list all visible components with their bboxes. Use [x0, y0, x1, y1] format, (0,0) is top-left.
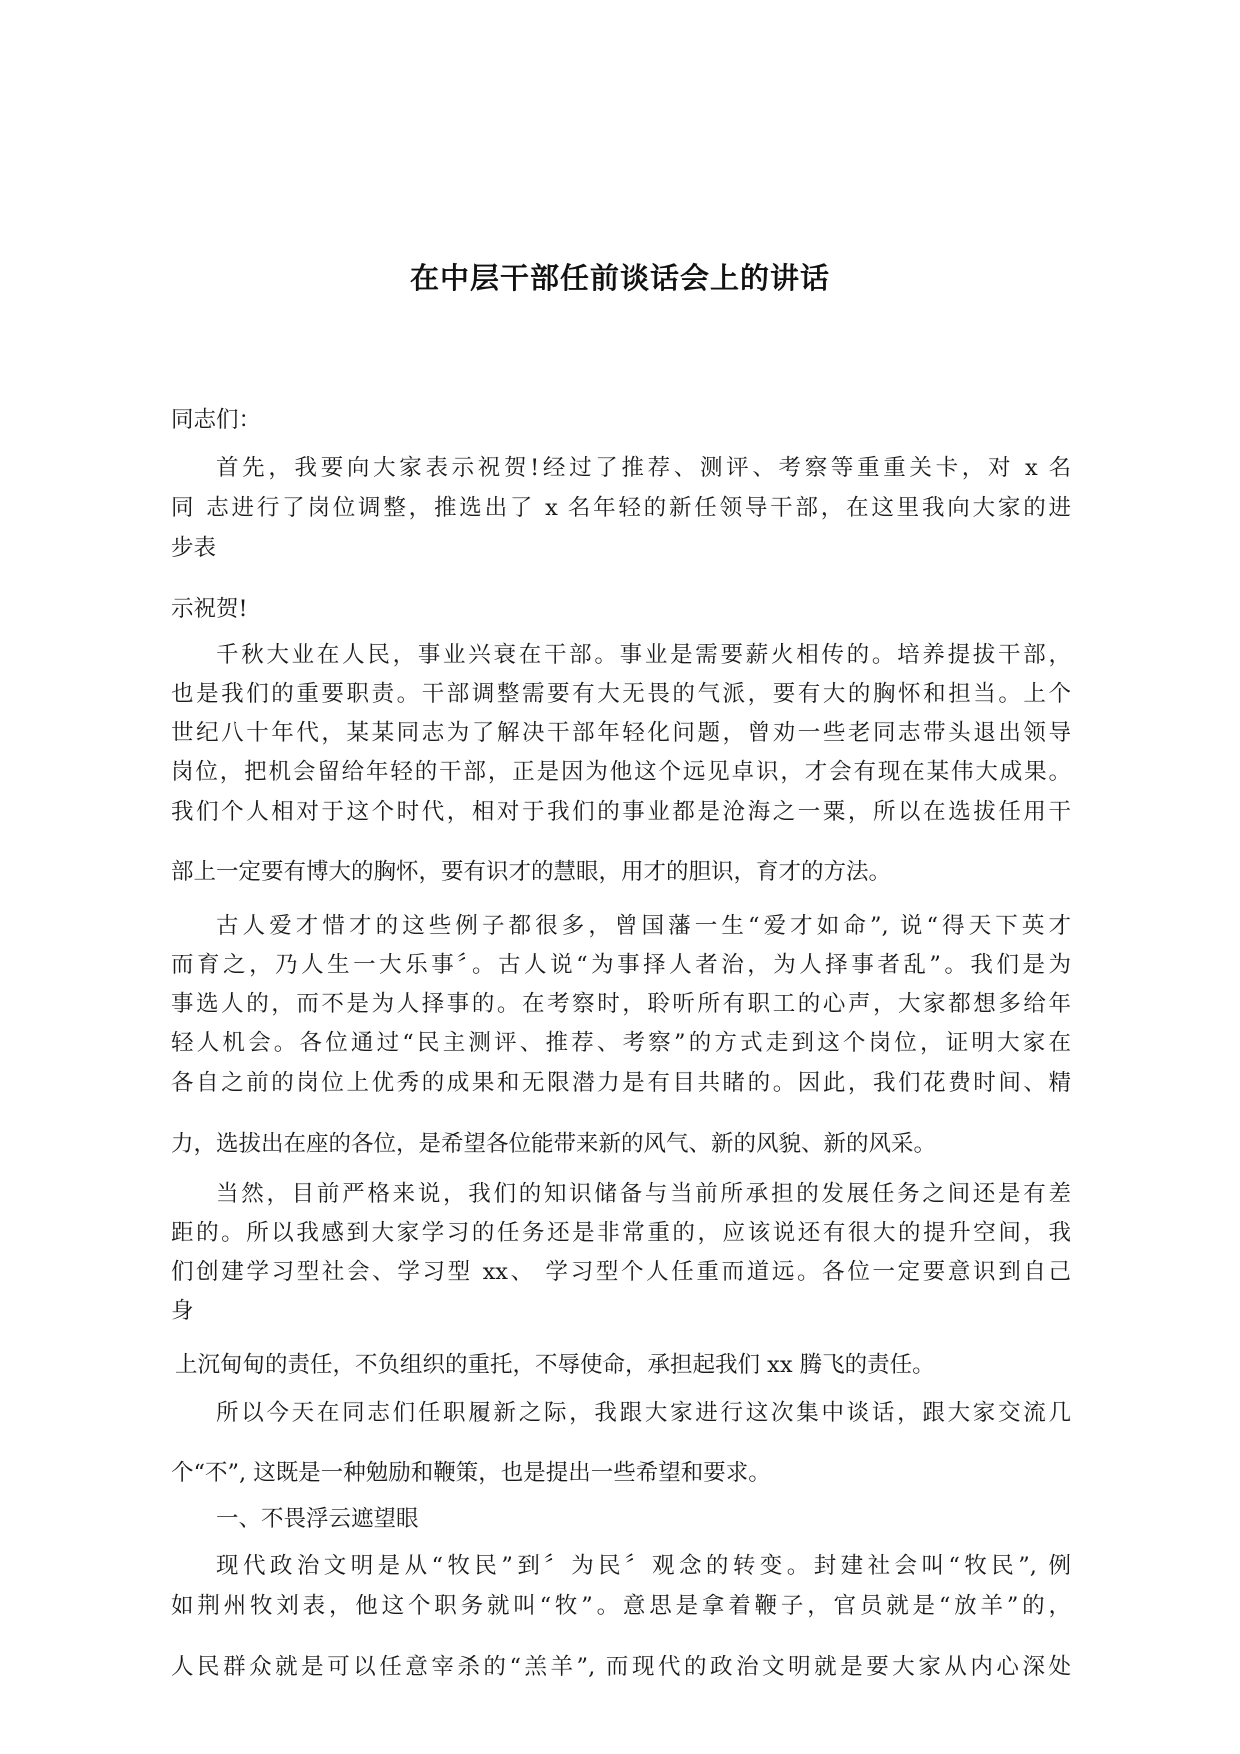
paragraph-line: 所以今天在同志们任职履新之际，我跟大家进行这次集中谈话，跟大家交流几	[216, 1400, 1071, 1426]
paragraph-line: 上沉甸甸的责任，不负组织的重托，不辱使命，承担起我们 xx 腾飞的责任。	[175, 1352, 935, 1378]
document-title: 在中层干部任前谈话会上的讲话	[409, 261, 830, 295]
paragraph-line: 首先，我要向大家表示祝贺!经过了推荐、测评、考察等重重关卡，对 x 名	[216, 455, 1071, 481]
paragraph-line: 步表	[171, 535, 217, 561]
paragraph-line: 部上一定要有博大的胸怀，要有识才的慧眼，用才的胆识，育才的方法。	[171, 859, 892, 885]
paragraph-line: 千秋大业在人民，事业兴衰在干部。事业是需要薪火相传的。培养提拔干部，	[216, 642, 1071, 668]
paragraph-line: 世纪八十年代，某某同志为了解决干部年轻化问题，曾劝一些老同志带头退出领导	[171, 720, 1071, 746]
paragraph-line: 人民群众就是可以任意宰杀的“羔羊”, 而现代的政治文明就是要大家从内心深处	[171, 1654, 1071, 1680]
paragraph-line: 身	[171, 1298, 194, 1324]
paragraph-line: 距的。所以我感到大家学习的任务还是非常重的，应该说还有很大的提升空间，我	[171, 1220, 1071, 1246]
paragraph-line: 岗位，把机会留给年轻的干部，正是因为他这个远见卓识，才会有现在某伟大成果。	[171, 759, 1071, 785]
paragraph-line: 我们个人相对于这个时代，相对于我们的事业都是沧海之一粟，所以在选拔任用干	[171, 799, 1071, 825]
paragraph-line: 也是我们的重要职责。干部调整需要有大无畏的气派，要有大的胸怀和担当。上个	[171, 681, 1071, 707]
paragraph-line: 事选人的，而不是为人择事的。在考察时，聆听所有职工的心声，大家都想多给年	[171, 991, 1071, 1017]
paragraph-line: 古人爱才惜才的这些例子都很多，曾国藩一生“爱才如命”, 说“得天下英才	[216, 913, 1071, 939]
paragraph-line: 示祝贺!	[171, 596, 248, 622]
paragraph-line: 如荆州牧刘表，他这个职务就叫“牧”。意思是拿着鞭子，官员就是“放羊”的，	[171, 1593, 1071, 1619]
paragraph-line: 力，选拔出在座的各位，是希望各位能带来新的风气、新的风貌、新的风采。	[171, 1131, 937, 1157]
paragraph-line: 当然，目前严格来说，我们的知识储备与当前所承担的发展任务之间还是有差	[216, 1181, 1071, 1207]
section-heading: 一、不畏浮云遮望眼	[216, 1506, 419, 1532]
paragraph-line: 们创建学习型社会、学习型 xx、 学习型个人任重而道远。各位一定要意识到自己	[171, 1259, 1071, 1285]
salutation-line: 同志们：	[171, 407, 262, 433]
paragraph-line: 而育之，乃人生一大乐事〞。古人说“为事择人者治，为人择事者乱”。我们是为	[171, 952, 1071, 978]
paragraph-line: 轻人机会。各位通过“民主测评、推荐、考察”的方式走到这个岗位，证明大家在	[171, 1030, 1071, 1056]
paragraph-line: 同 志进行了岗位调整，推选出了 x 名年轻的新任领导干部，在这里我向大家的进	[171, 495, 1071, 521]
paragraph-line: 各自之前的岗位上优秀的成果和无限潜力是有目共睹的。因此，我们花费时间、精	[171, 1070, 1071, 1096]
paragraph-line: 现代政治文明是从“牧民”到〞为民〞观念的转变。封建社会叫“牧民”, 例	[216, 1553, 1071, 1579]
paragraph-line: 个“不”, 这既是一种勉励和鞭策，也是提出一些希望和要求。	[171, 1460, 771, 1486]
